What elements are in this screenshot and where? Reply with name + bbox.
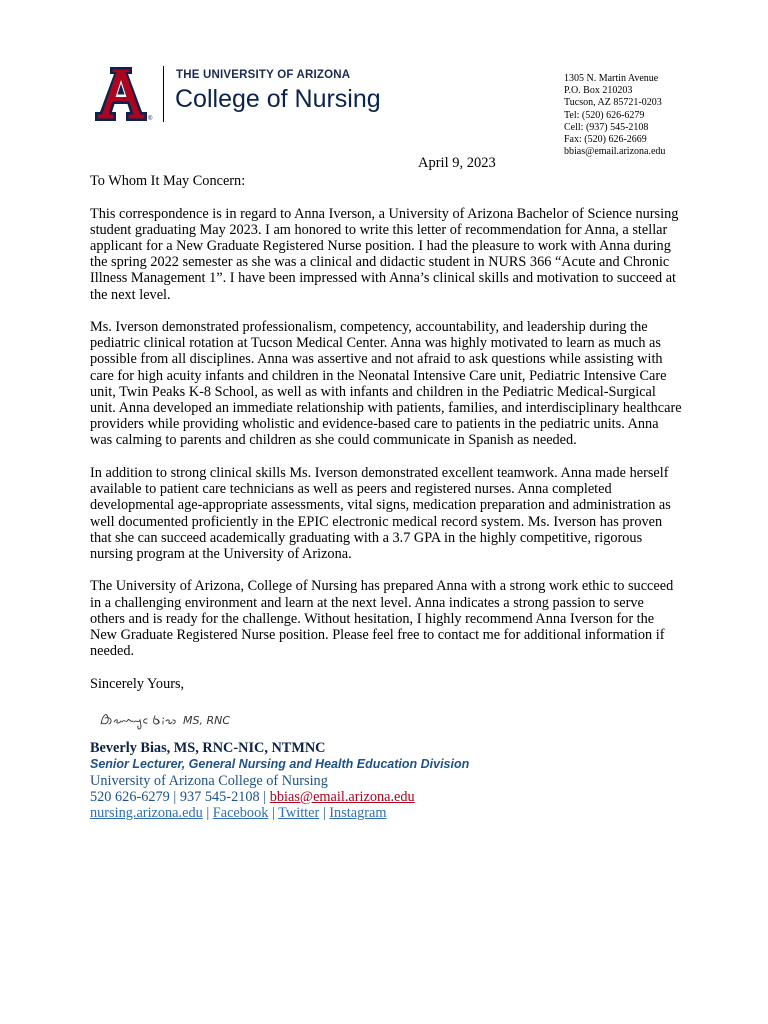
sender-address [564,73,665,158]
signer-title: Senior Lecturer, General Nursing and Health Education Division [90,757,470,772]
facebook-link[interactable]: Facebook [212,805,269,822]
email-link[interactable]: bbias@email.arizona.edu [269,788,415,805]
separator: | [173,788,177,805]
paragraph-4: The University of Arizona, College of Nursing has prepared Anna with a strong work ethic to succeed in a challenging environment and learn at the next level. Anna indicates a strong passion to serve others and is ready for the challenge. Without hesitation, I highly recommend Anna Iverson for the New Graduate Registered Nurse position. Please feel free to contact me for additional information if needed. [90,578,674,660]
office-phone: 520 626-6279 [90,788,170,805]
signature-block [90,740,469,821]
paragraph-1: This correspondence is in regard to Anna Iverson, a University of Arizona Bachelor of Science nursing student graduating May 2023. I am honored to write this letter of recommendation for Anna, a stellar applicant for a New Graduate Registered Nurse position. I had the pleasure to work with Anna during the spring 2022 semester as she was a clinical and didactic student in NURS 366 “Acute and Chronic Illness Management 1”. I have been impressed with Anna’s clinical skills and motivation to succeed at the next level. [90,205,679,303]
separator: | [206,805,210,822]
address-line: Tel: (520) 626-6279 [564,109,645,121]
letter-date: April 9, 2023 [418,155,496,171]
logo-divider [163,66,164,122]
contact-line [90,789,469,805]
address-line: Tucson, AZ 85721-0203 [564,97,662,109]
paragraph-3: In addition to strong clinical skills Ms. Iverson demonstrated excellent teamwork. Anna made herself available to patient care technicians as well as peers and registered nurses. Anna completed developmental age-appropriate assessments, vital signs, medication preparation and administration as well documented proficiently in the EPIC electronic medical record system. Ms. Iverson has proven that she can succeed academically graduating with a 3.7 GPA in the highly competitive, rigorous nursing program at the University of Arizona. [90,464,671,562]
address-line: Fax: (520) 626-2669 [564,134,647,146]
signer-organization: University of Arizona College of Nursing [90,772,328,789]
closing: Sincerely Yours, [90,675,185,692]
registered-mark: ® [148,116,153,122]
separator: | [263,788,267,805]
address-line: Cell: (937) 545-2108 [564,121,649,133]
address-line: P.O. Box 210203 [564,85,633,97]
website-link[interactable]: nursing.arizona.edu [90,805,203,822]
svg-text:MS, RNC: MS, RNC [183,714,231,727]
links-line [90,805,469,821]
salutation: To Whom It May Concern: [90,173,246,189]
address-line: bbias@email.arizona.edu [564,146,666,158]
university-name: THE UNIVERSITY OF ARIZONA [176,69,351,81]
instagram-link[interactable]: Instagram [329,805,387,822]
twitter-link[interactable]: Twitter [278,805,320,822]
college-name: College of Nursing [175,85,381,113]
handwritten-signature [97,708,267,732]
cell-phone: 937 545-2108 [179,788,260,805]
letter-body [90,173,682,708]
signer-name: Beverly Bias, MS, RNC-NIC, NTMNC [90,740,326,756]
university-arizona-logo [91,64,151,124]
address-line: 1305 N. Martin Avenue [564,73,659,84]
separator: | [322,805,326,822]
separator: | [271,805,275,822]
paragraph-2: Ms. Iverson demonstrated professionalism, competency, accountability, and leadership during the pediatric clinical rotation at Tucson Medical Center. Anna was highly motivated to learn as much as possible from all disciplines. Anna was assertive and not afraid to ask questions while assisting with care for high acuity infants and children in the Neonatal Intensive Care unit, Pediatric Intensive Care unit, Twin Peaks K-8 School, as well as with infants and children in the Pediatric Medical-Surgical unit. Anna developed an immediate relationship with patients, families, and interdisciplinary healthcare providers while providing wholistic and evidence-based care to patients in the pediatric units. Anna was calming to parents and children as she could communicate in Spanish as needed. [90,319,682,449]
